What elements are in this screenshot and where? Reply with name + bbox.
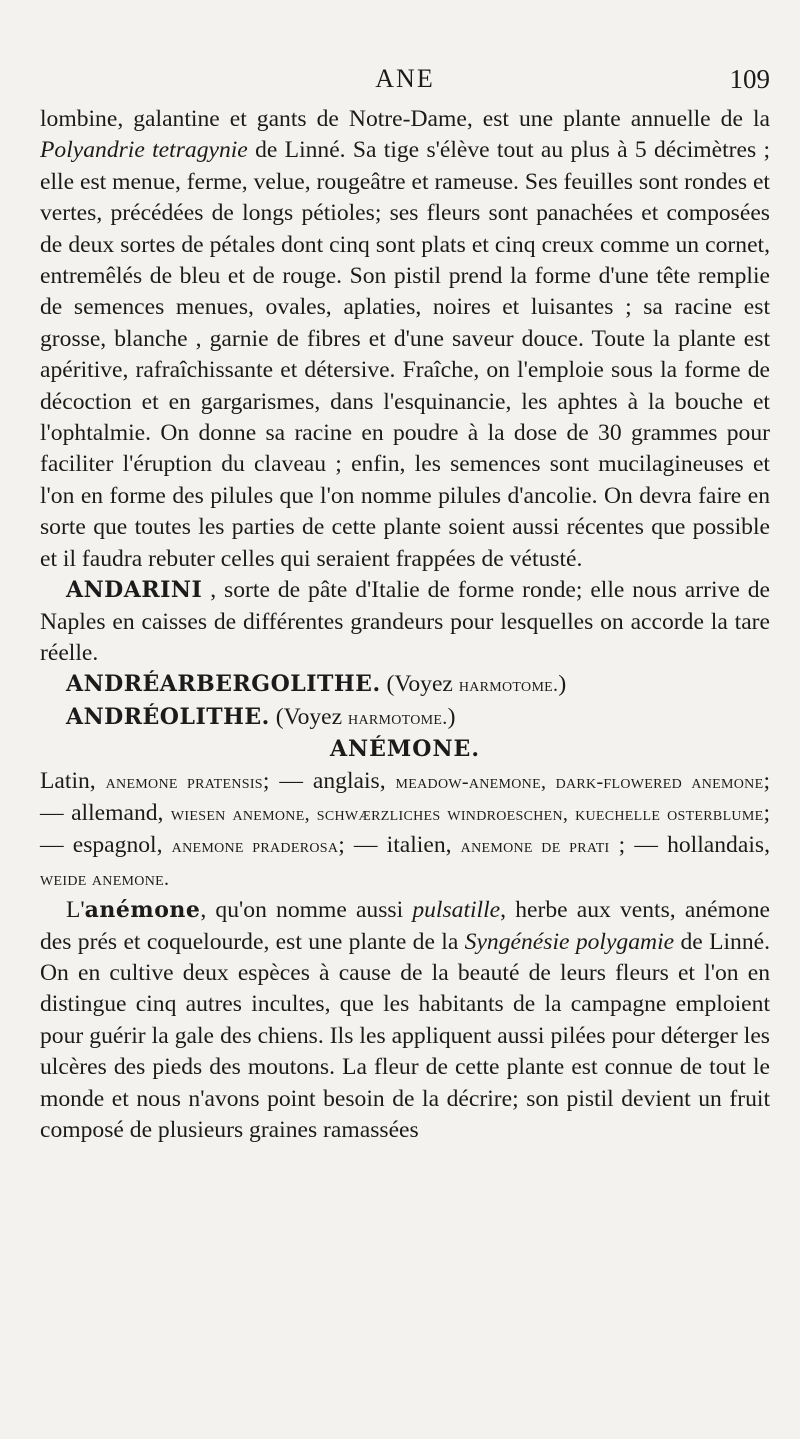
running-title: ANE bbox=[375, 64, 435, 93]
running-head bbox=[40, 64, 770, 104]
cross-reference: harmotome. bbox=[458, 674, 559, 697]
page-body bbox=[40, 104, 770, 1146]
entry-headword: ANDRÉOLITHE. bbox=[66, 703, 270, 730]
entry-headword: anémone bbox=[84, 897, 201, 924]
italic-term: Polyandrie tetragynie bbox=[40, 137, 248, 164]
andreolithe-entry: ANDRÉOLITHE. (Voyez harmotome.) bbox=[66, 703, 456, 730]
anemone-description-paragraph: L'anémone, qu'on nomme aussi pulsatille, herbe aux vents, anémone des prés et coquelourde, est une plante de la Syngénésie polygamie de Linné. On en cultive deux espèces à cause de la beauté de leurs fleurs et l'on en distingue cinq autres incultes, que les habitants de la campagne emploient pour guérir la gale des chiens. Ils les appliquent aussi pilées pour déterger les ulcères des pieds des moutons. La fleur de cette plante est connue de tout le monde et nous n'avons point besoin de la décrire; son pistil devient un fruit composé de plusieurs graines ramassées bbox=[40, 897, 771, 1143]
andarini-entry: ANDARINI , sorte de pâte d'Italie de forme ronde; elle nous arrive de Naples en caisses de différentes grandeurs pour lesquelles on accorde la tare réelle. bbox=[40, 577, 770, 666]
page-number: 109 bbox=[729, 64, 770, 94]
ancolie-continuation-paragraph: lombine, galantine et gants de Notre-Dame, est une plante annuelle de la Polyandrie tetragynie de Linné. Sa tige s'élève tout au plus à 5 décimètres ; elle est menue, ferme, velue, rougeâtre et rameuse. Ses feuilles sont rondes et vertes, précédées de longs pétioles; ses fleurs sont panachées et composées de deux sortes de pétales dont cinq sont plats et cinq creux comme un cornet, entremêlés de bleu et de rouge. Son pistil prend la forme d'une tête remplie de semences menues, ovales, aplaties, noires et luisantes ; sa racine est grosse, blanche , garnie de fibres et d'une saveur douce. Toute la plante est apéritive, rafraîchissante et détersive. Fraîche, on l'emploie sous la forme de décoction et en gargarismes, dans l'esquinancie, les aphtes à la bouche et l'ophtalmie. On donne sa racine en poudre à la dose de 30 grammes pour faciliter l'éruption du claveau ; enfin, les semences sont mucilagineuses et l'on en forme des pilules que l'on nomme pilules d'ancolie. On devra faire en sorte que toutes les parties de cette plante soient aussi récentes que possible et il faudra rebuter celles qui seraient frappées de vétusté. bbox=[40, 106, 771, 572]
italic-term: Syngénésie polygamie bbox=[464, 928, 675, 955]
cross-reference: harmotome. bbox=[348, 706, 448, 729]
anemone-section-title: ANÉMONE. bbox=[329, 736, 480, 763]
andrearbergolithe-entry: ANDRÉARBERGOLITHE. (Voyez harmotome.) bbox=[66, 671, 567, 698]
entry-headword: ANDRÉARBERGOLITHE. bbox=[66, 671, 381, 698]
entry-headword: ANDARINI bbox=[66, 577, 203, 604]
anemone-synonyms: Latin, anemone pratensis; — anglais, meadow-anemone, dark-flowered anemone; — allemand, wiesen anemone, schwærzliches windroeschen, kuechelle osterblume; — espagnol, anemone praderosa; — italien, anemone de prati ; — hollandais, weide anemone. bbox=[40, 767, 770, 890]
italic-term: pulsatille bbox=[412, 897, 501, 924]
